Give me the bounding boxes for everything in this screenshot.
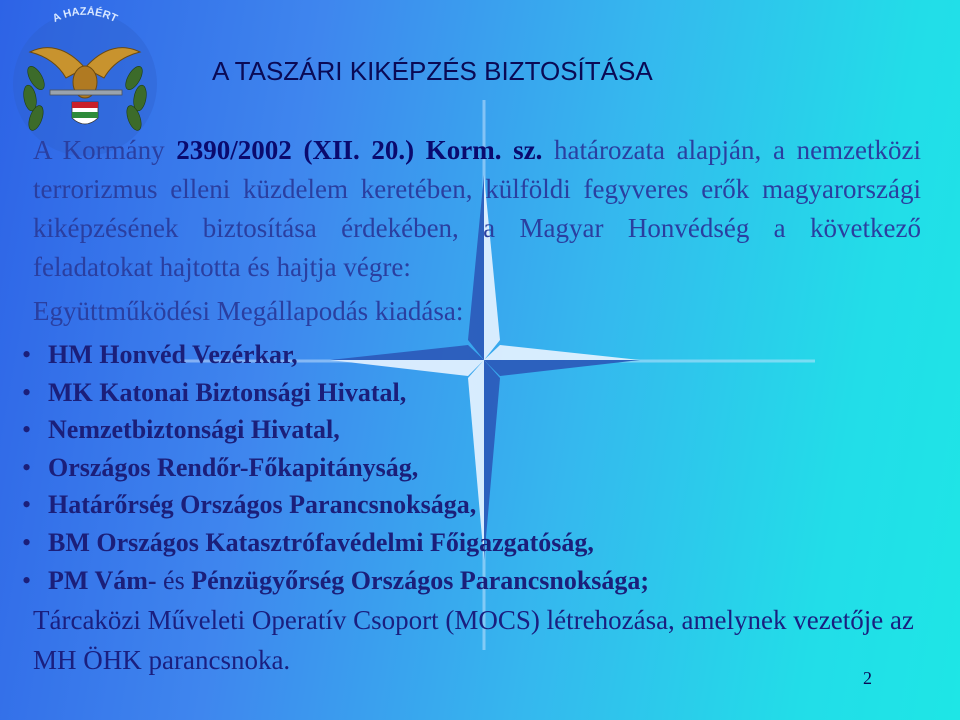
bullet-icon: • <box>22 527 32 557</box>
list-item-text: Nemzetbiztonsági Hivatal, <box>48 415 340 445</box>
bullet-icon: • <box>22 565 32 595</box>
list-item <box>22 449 649 487</box>
list-item-text: MK Katonai Biztonsági Hivatal, <box>48 377 407 407</box>
list-item-text: Határőrség Országos Parancsnoksága, <box>48 490 477 520</box>
list-item-text: HM Honvéd Vezérkar, <box>48 340 298 369</box>
logo-motto: A HAZÁÉRT <box>50 6 120 26</box>
intro-paragraph <box>33 131 921 287</box>
intro-text-rest: határozata alapján, a nemzetközi terrorizmus elleni küzdelem keretében, külföldi fegyveres erők magyarországi kiképzésének biztosítása érdekében, a Magyar Honvédség a következő feladatokat hajtotta és hajtja végre: <box>33 135 922 282</box>
list-item <box>22 374 649 412</box>
list-item <box>22 524 649 562</box>
slide-title: A TASZÁRI KIKÉPZÉS BIZTOSÍTÁSA <box>212 56 653 86</box>
list-item-text: PM Vám- <box>48 565 157 595</box>
agreement-subheading: Együttműködési Megállapodás kiadása: <box>33 296 464 326</box>
closing-paragraph: Tárcaközi Műveleti Operatív Csoport (MOCS) létrehozása, amelynek vezetője az MH ÖHK parancsnoka. <box>33 605 914 675</box>
list-item <box>22 336 649 374</box>
list-item <box>22 562 649 600</box>
list-item-text-connector: és <box>156 565 192 595</box>
list-item <box>22 486 649 524</box>
bullet-icon: • <box>22 377 32 407</box>
list-item <box>22 411 649 449</box>
bullet-icon: • <box>22 415 32 445</box>
bullet-icon: • <box>22 340 32 369</box>
intro-decree-reference: 2390/2002 (XII. 20.) Korm. sz. <box>176 135 543 165</box>
bullet-icon: • <box>22 452 32 482</box>
list-item-text: Országos Rendőr-Főkapitányság, <box>48 452 419 482</box>
list-item-text: BM Országos Katasztrófavédelmi Főigazgatóság, <box>48 527 594 557</box>
intro-text-start: A Kormány <box>33 135 177 165</box>
list-item-text-end: Pénzügyőrség Országos Parancsnoksága; <box>191 565 650 595</box>
page-number: 2 <box>863 668 872 688</box>
agency-list <box>22 336 649 599</box>
bullet-icon: • <box>22 490 32 520</box>
